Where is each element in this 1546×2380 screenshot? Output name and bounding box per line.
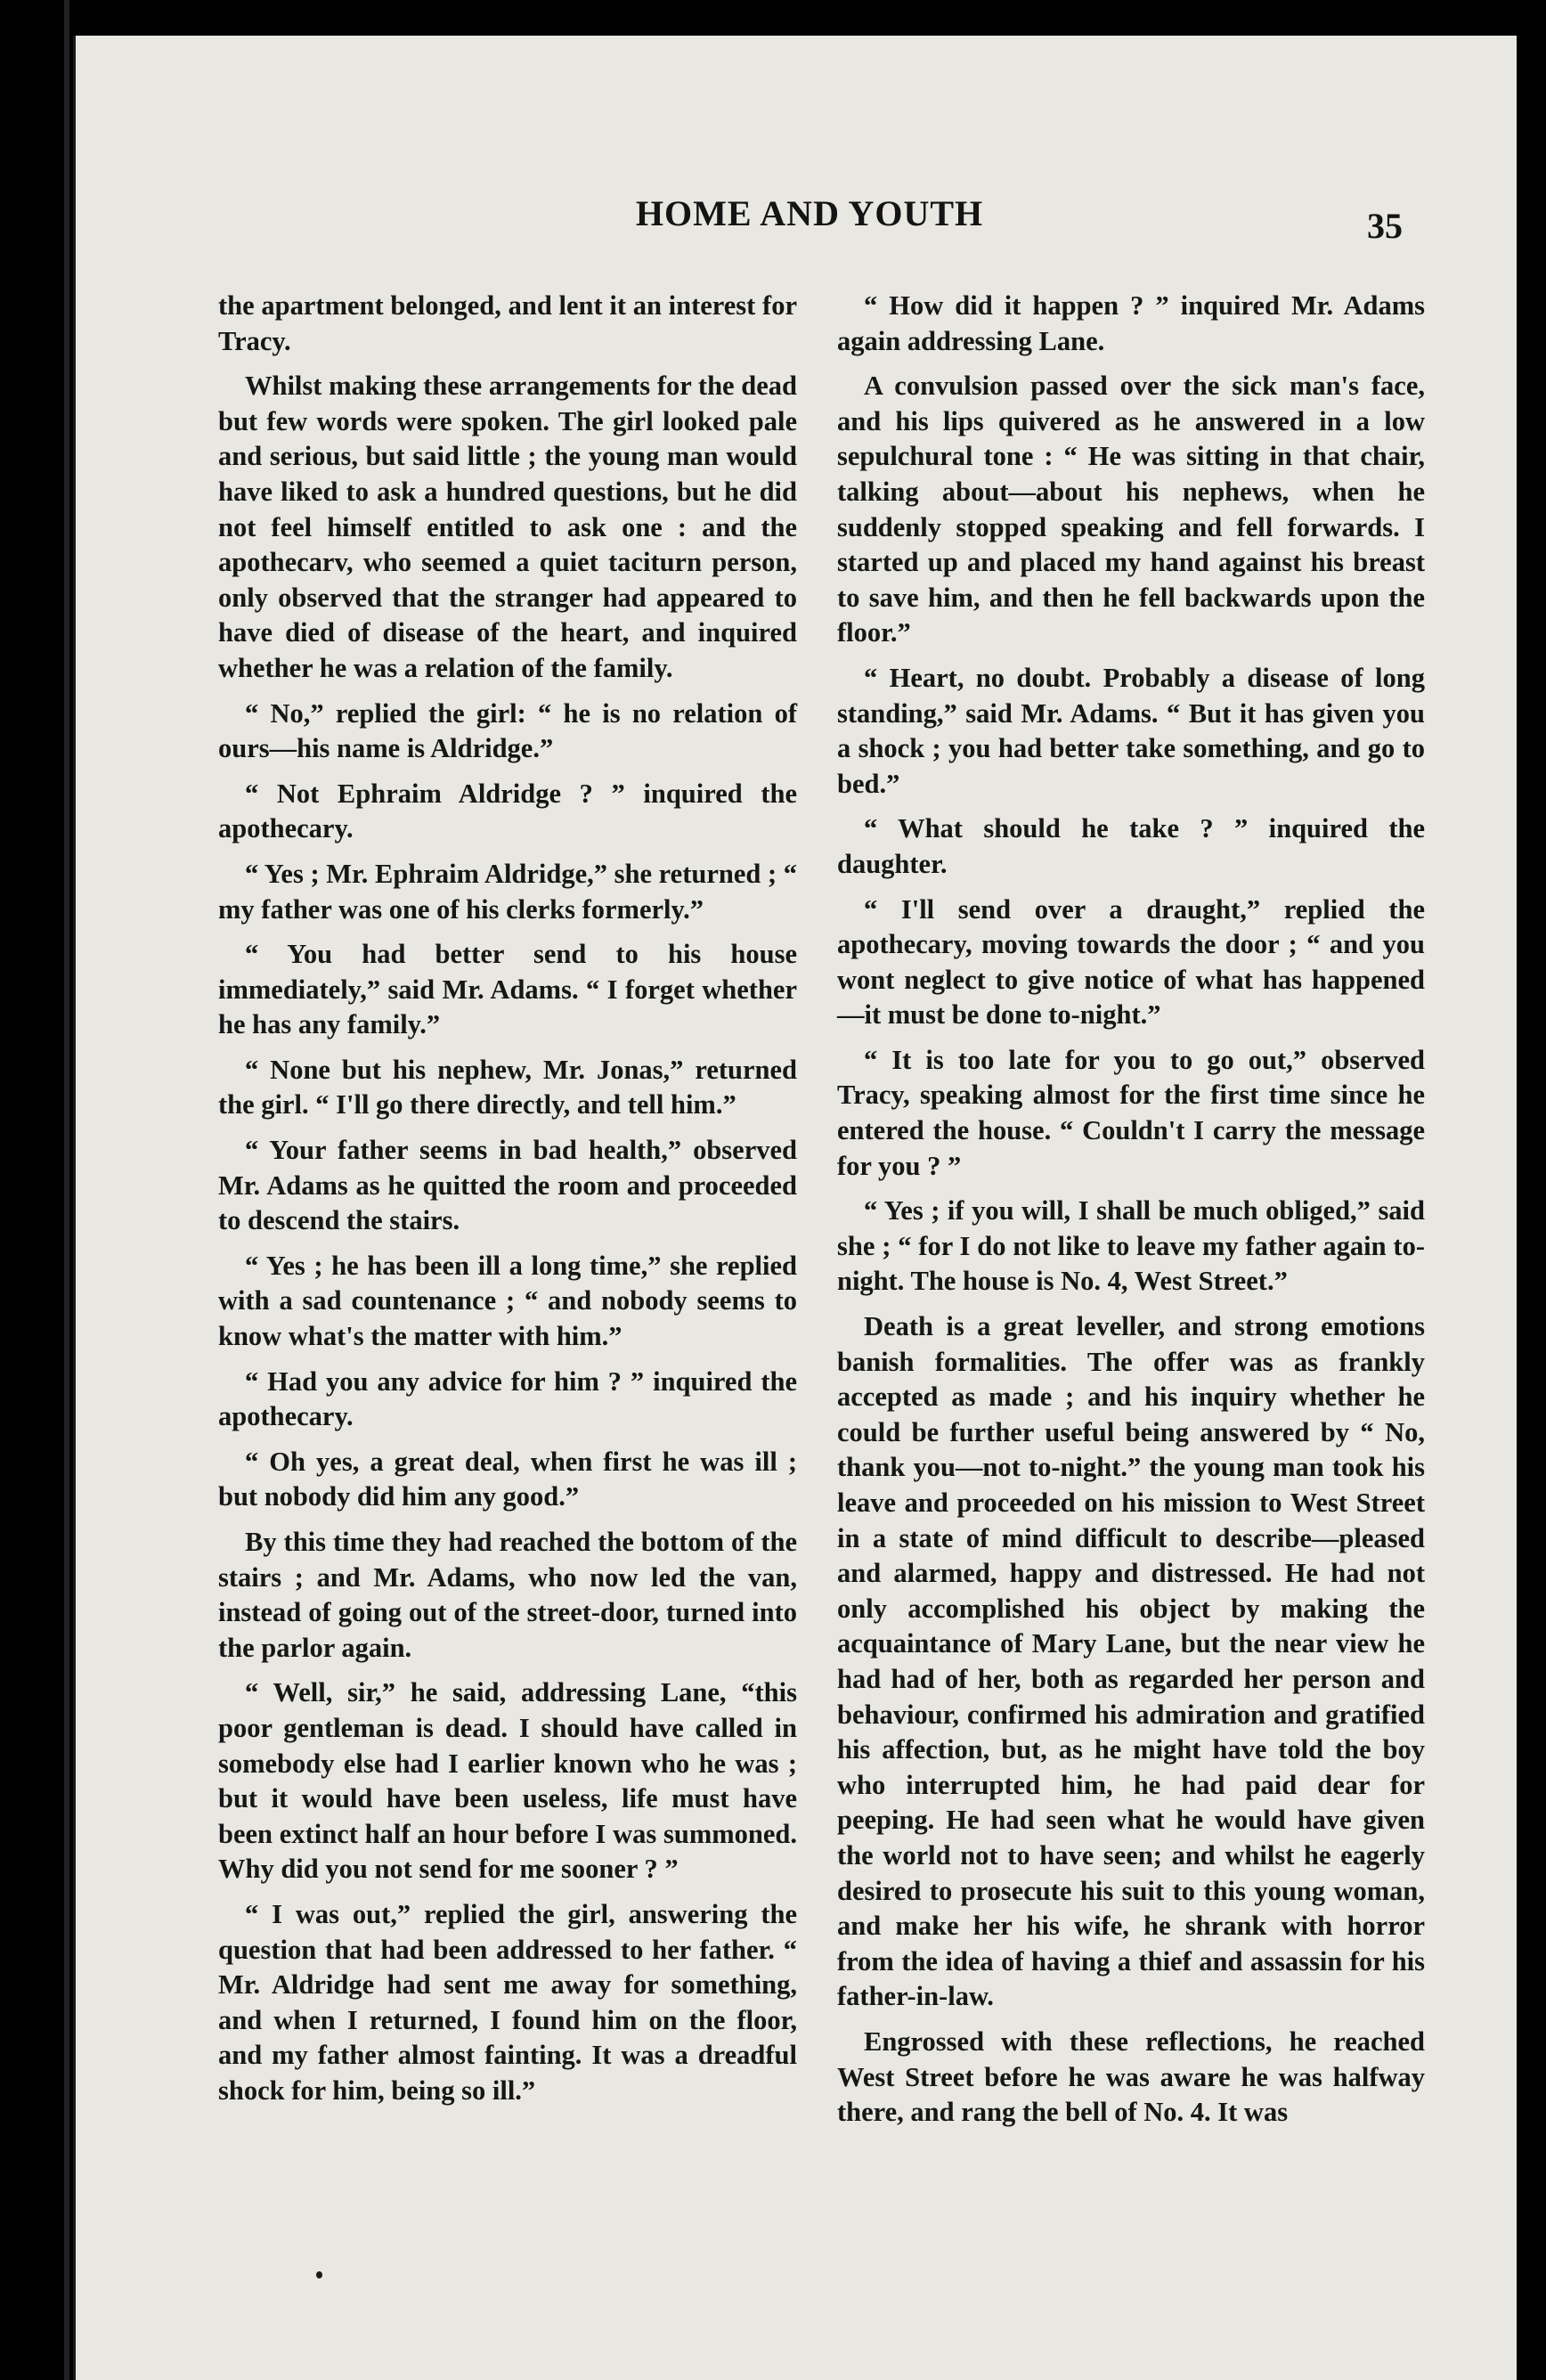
print-speck (316, 2271, 322, 2278)
paragraph: “ I was out,” replied the girl, answering the question that had been addressed to her father. “ Mr. Aldridge had sent me away for something, and when I returned, I found him on the floor, and my father almost fainting. It was a dreadful shock for him, being so ill.” (218, 1898, 797, 2106)
paragraph: Death is a great leveller, and strong emotions banish formalities. The offer was as frankly accepted as made ; and his inquiry whether he could be further useful being answered by “ No, thank you—not to-night.” the young man took his leave and proceeded on his mission to West Street in a state of mind difficult to describe—pleased and alarmed, happy and distressed. He had not only accomplished his object by making the acquaintance of Mary Lane, but the near view he had had of her, both as regarded her person and behaviour, confirmed his admiration and gratified his affection, but, as he might have told the boy who interrupted him, he had paid dear for peeping. He had seen what he would have given the world not to have seen; and whilst he eagerly desired to prosecute his suit to this young woman, and make her his wife, he shrank with horror from the idea of having a thief and assassin for his father-in-law. (837, 1311, 1425, 2012)
paragraph: “ I'll send over a draught,” replied the apothecary, moving towards the door ; “ and you wont neglect to give notice of what has happened—it must be done to-night.” (837, 893, 1425, 1031)
paragraph: “ Your father seems in bad health,” observed Mr. Adams as he quitted the room and proceeded to descend the stairs. (218, 1135, 797, 1236)
right-text-column (837, 289, 1425, 2140)
paragraph: “ Yes ; he has been ill a long time,” she replied with a sad countenance ; “ and nobody seems to know what's the matter with him.” (218, 1250, 797, 1352)
paragraph: “ What should he take ? ” inquired the daughter. (837, 813, 1425, 879)
paragraph: “ You had better send to his house immediately,” said Mr. Adams. “ I forget whether he has any family.” (218, 939, 797, 1040)
paragraph: A convulsion passed over the sick man's face, and his lips quivered as he answered in a low sepulchural tone : “ He was sitting in that chair, talking about—about his nephews, when he suddenly stopped speaking and fell forwards. I started up and placed my hand against his breast to save him, and then he fell backwards upon the floor.” (837, 371, 1425, 648)
paragraph: “ Yes ; Mr. Ephraim Aldridge,” she returned ; “ my father was one of his clerks formerly.” (218, 858, 797, 925)
journal-title: HOME AND YOUTH (635, 193, 984, 233)
page-gutter-edge (64, 0, 69, 2380)
paragraph: the apartment belonged, and lent it an interest for Tracy. (218, 290, 797, 356)
paragraph: “ Yes ; if you will, I shall be much obliged,” said she ; “ for I do not like to leave my father again to-night. The house is No. 4, West Street.” (837, 1195, 1425, 1297)
paragraph: “ Oh yes, a great deal, when first he was ill ; but nobody did him any good.” (218, 1446, 797, 1512)
paragraph: Engrossed with these reflections, he reached West Street before he was aware he was halfway there, and rang the bell of No. 4. It was (837, 2025, 1425, 2128)
paragraph: “ No,” replied the girl: “ he is no relation of ours—his name is Aldridge.” (218, 697, 797, 764)
running-header (76, 192, 1517, 246)
paragraph: “ Heart, no doubt. Probably a disease of long standing,” said Mr. Adams. “ But it has given you a shock ; you had better take something, and go to bed.” (837, 662, 1425, 799)
paragraph: “ Had you any advice for him ? ” inquired the apothecary. (218, 1365, 797, 1432)
page-number: 35 (1367, 206, 1403, 246)
paragraph: “ It is too late for you to go out,” observed Tracy, speaking almost for the first time since he entered the house. “ Couldn't I carry the message for you ? ” (837, 1044, 1425, 1181)
paragraph: “ How did it happen ? ” inquired Mr. Adams again addressing Lane. (837, 290, 1425, 356)
left-text-column (218, 289, 797, 2119)
paragraph: “ Not Ephraim Aldridge ? ” inquired the apothecary. (218, 778, 797, 844)
paragraph: “ None but his nephew, Mr. Jonas,” returned the girl. “ I'll go there directly, and tell him.” (218, 1054, 797, 1121)
paragraph: “ Well, sir,” he said, addressing Lane, “this poor gentleman is dead. I should have called in somebody else had I earlier known who he was ; but it would have been useless, life must have been extinct half an hour before I was summoned. Why did you not send for me sooner ? ” (218, 1677, 797, 1885)
paragraph: Whilst making these arrangements for the dead but few words were spoken. The girl looked pale and serious, but said little ; the young man would have liked to ask a hundred questions, but he did not feel himself entitled to ask one : and the apothecarv, who seemed a quiet taciturn person, only observed that the stranger had appeared to have died of disease of the heart, and inquired whether he was a relation of the family. (218, 371, 797, 683)
paragraph: By this time they had reached the bottom of the stairs ; and Mr. Adams, who now led the van, instead of going out of the street-door, turned into the parlor again. (218, 1527, 797, 1663)
book-page (73, 36, 1517, 2380)
